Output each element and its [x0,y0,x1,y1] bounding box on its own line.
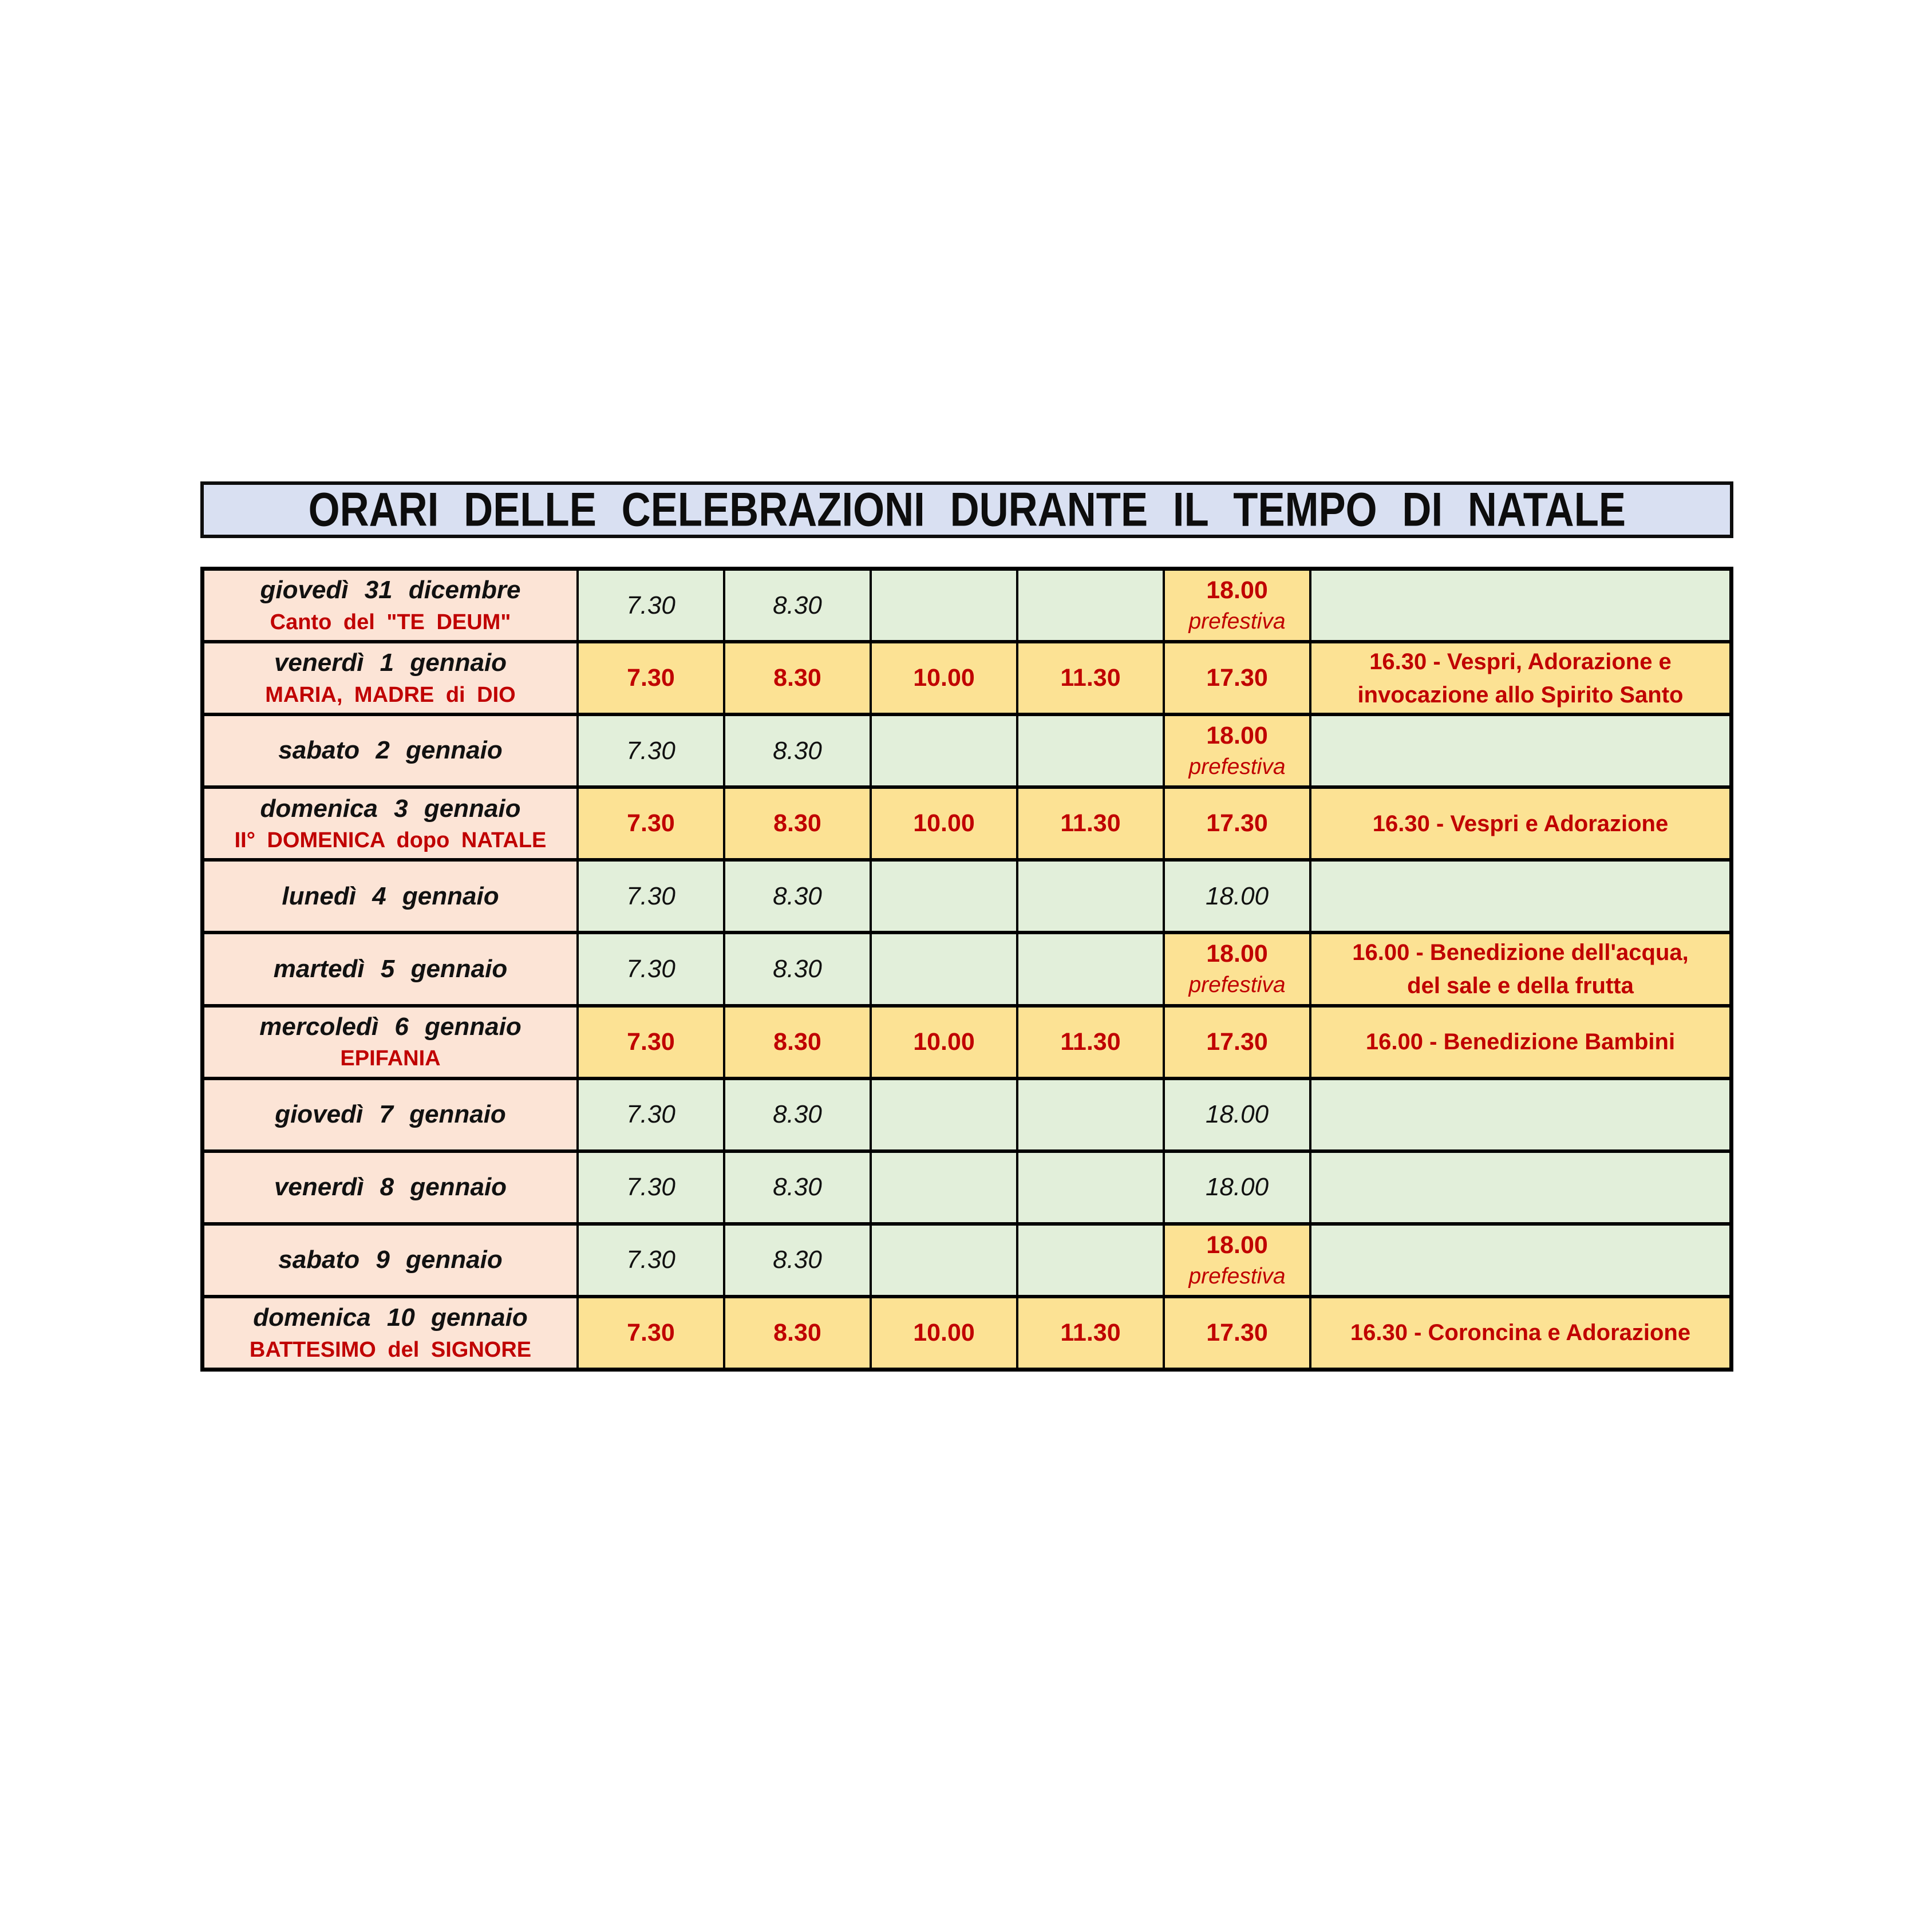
time-cell [725,1080,870,1149]
day-label: domenica 10 gennaio [253,1303,528,1332]
time-cell [579,571,723,640]
time-value: 17.30 [1206,1318,1268,1346]
time-cell [1018,1298,1163,1368]
note-cell [1311,934,1729,1003]
note-cell [1311,1226,1729,1295]
day-cell [204,1153,576,1222]
time-cell [579,1298,723,1368]
day-label: venerdì 8 gennaio [274,1172,507,1201]
time-cell [872,1153,1016,1222]
time-value: 18.00 [1205,1100,1269,1129]
time-value: 17.30 [1206,809,1268,837]
time-cell [1165,716,1309,785]
day-label: giovedì 7 gennaio [275,1100,506,1128]
time-value: 8.30 [773,1028,821,1056]
time-cell [579,1153,723,1222]
time-cell [579,1226,723,1295]
time-cell [725,789,870,858]
note-cell [1311,1298,1729,1368]
time-value: 18.00 [1206,576,1268,605]
note-cell [1311,571,1729,640]
time-cell [725,934,870,1003]
time-cell [872,716,1016,785]
note-text: 16.00 - Benedizione Bambini [1365,1029,1676,1055]
time-value: 10.00 [913,1318,975,1346]
feast-label: Canto del "TE DEUM" [270,610,511,634]
page-title: ORARI DELLE CELEBRAZIONI DURANTE IL TEMPO DI NATALE [308,483,1626,537]
prefestiva-label: prefestiva [1188,1263,1286,1289]
time-cell [1018,789,1163,858]
time-value: 7.30 [626,1246,675,1274]
time-value: 8.30 [773,591,822,619]
day-label: lunedì 4 gennaio [282,882,499,910]
time-cell [1018,1008,1163,1077]
time-value: 7.30 [627,1318,675,1346]
time-value: 11.30 [1060,664,1121,692]
time-cell [1165,1008,1309,1077]
time-value: 8.30 [773,1246,822,1274]
time-value: 8.30 [773,664,821,692]
note-text: 16.30 - Vespri e Adorazione [1372,811,1669,836]
time-cell [579,789,723,858]
time-cell [1165,571,1309,640]
day-cell [204,1008,576,1077]
time-cell [1018,862,1163,931]
note-cell [1311,1008,1729,1077]
day-label: sabato 2 gennaio [278,736,503,765]
time-value: 18.00 [1206,940,1268,968]
feast-label: BATTESIMO del SIGNORE [249,1337,532,1362]
time-cell [1018,1153,1163,1222]
title-banner [200,481,1733,538]
note-cell [1311,862,1729,931]
time-cell [579,934,723,1003]
time-cell [1165,643,1309,713]
note-cell [1311,789,1729,858]
time-cell [1018,1080,1163,1149]
time-value: 7.30 [626,954,675,983]
time-value: 8.30 [773,809,821,837]
time-cell [872,862,1016,931]
note-cell [1311,1153,1729,1222]
note-text: 16.30 - Vespri, Adorazione e invocazione allo Spirito Santo [1357,649,1684,708]
time-value: 8.30 [773,736,822,765]
time-cell [872,643,1016,713]
time-value: 7.30 [626,736,675,765]
time-value: 11.30 [1060,809,1121,837]
day-cell [204,716,576,785]
time-cell [1018,571,1163,640]
time-value: 7.30 [626,882,675,910]
time-cell [1018,643,1163,713]
time-cell [1165,1080,1309,1149]
prefestiva-label: prefestiva [1188,609,1286,634]
time-cell [579,1008,723,1077]
note-cell [1311,1080,1729,1149]
time-value: 10.00 [913,809,975,837]
time-cell [579,643,723,713]
time-value: 7.30 [627,664,675,692]
time-cell [725,571,870,640]
day-label: martedì 5 gennaio [273,954,508,983]
time-cell [725,862,870,931]
time-value: 11.30 [1060,1028,1121,1056]
time-cell [1165,1153,1309,1222]
prefestiva-label: prefestiva [1188,754,1286,780]
time-cell [1018,1226,1163,1295]
time-value: 11.30 [1060,1318,1121,1346]
time-cell [872,1080,1016,1149]
time-value: 17.30 [1206,664,1268,692]
time-cell [872,1226,1016,1295]
day-label: sabato 9 gennaio [278,1246,503,1274]
time-cell [1018,716,1163,785]
prefestiva-label: prefestiva [1188,973,1286,998]
day-cell [204,934,576,1003]
time-cell [725,716,870,785]
time-cell [1165,1226,1309,1295]
time-value: 7.30 [627,809,675,837]
feast-label: EPIFANIA [340,1046,441,1071]
note-cell [1311,643,1729,713]
schedule-table [200,567,1733,1372]
day-label: venerdì 1 gennaio [274,649,507,677]
time-value: 7.30 [627,1028,675,1056]
time-value: 8.30 [773,1100,822,1129]
time-value: 8.30 [773,882,822,910]
day-cell [204,571,576,640]
time-cell [725,643,870,713]
day-cell [204,862,576,931]
day-cell [204,1226,576,1295]
time-cell [725,1153,870,1222]
time-cell [725,1008,870,1077]
note-cell [1311,716,1729,785]
time-cell [1018,934,1163,1003]
day-cell [204,1298,576,1368]
day-cell [204,643,576,713]
time-cell [1165,862,1309,931]
time-value: 18.00 [1206,1231,1268,1259]
time-value: 8.30 [773,1173,822,1202]
note-text: 16.00 - Benedizione dell'acqua, del sale e della frutta [1352,939,1689,998]
feast-label: II° DOMENICA dopo NATALE [234,828,547,853]
time-value: 8.30 [773,954,822,983]
time-cell [872,1008,1016,1077]
time-value: 7.30 [626,1173,675,1202]
time-cell [725,1226,870,1295]
time-cell [872,789,1016,858]
time-cell [872,934,1016,1003]
day-label: giovedì 31 dicembre [260,576,521,605]
time-value: 18.00 [1205,1173,1269,1202]
time-cell [872,571,1016,640]
time-cell [579,862,723,931]
time-value: 7.30 [626,591,675,619]
time-cell [1165,934,1309,1003]
note-text: 16.30 - Coroncina e Adorazione [1350,1320,1691,1346]
time-value: 17.30 [1206,1028,1268,1056]
time-value: 8.30 [773,1318,821,1346]
day-label: domenica 3 gennaio [260,794,521,823]
time-cell [725,1298,870,1368]
feast-label: MARIA, MADRE di DIO [265,683,516,708]
time-value: 7.30 [626,1100,675,1129]
day-cell [204,789,576,858]
time-cell [872,1298,1016,1368]
time-cell [1165,1298,1309,1368]
time-cell [1165,789,1309,858]
time-cell [579,1080,723,1149]
time-value: 18.00 [1205,882,1269,910]
day-label: mercoledì 6 gennaio [259,1012,521,1041]
day-cell [204,1080,576,1149]
time-value: 10.00 [913,1028,975,1056]
time-cell [579,716,723,785]
time-value: 10.00 [913,664,975,692]
time-value: 18.00 [1206,722,1268,750]
